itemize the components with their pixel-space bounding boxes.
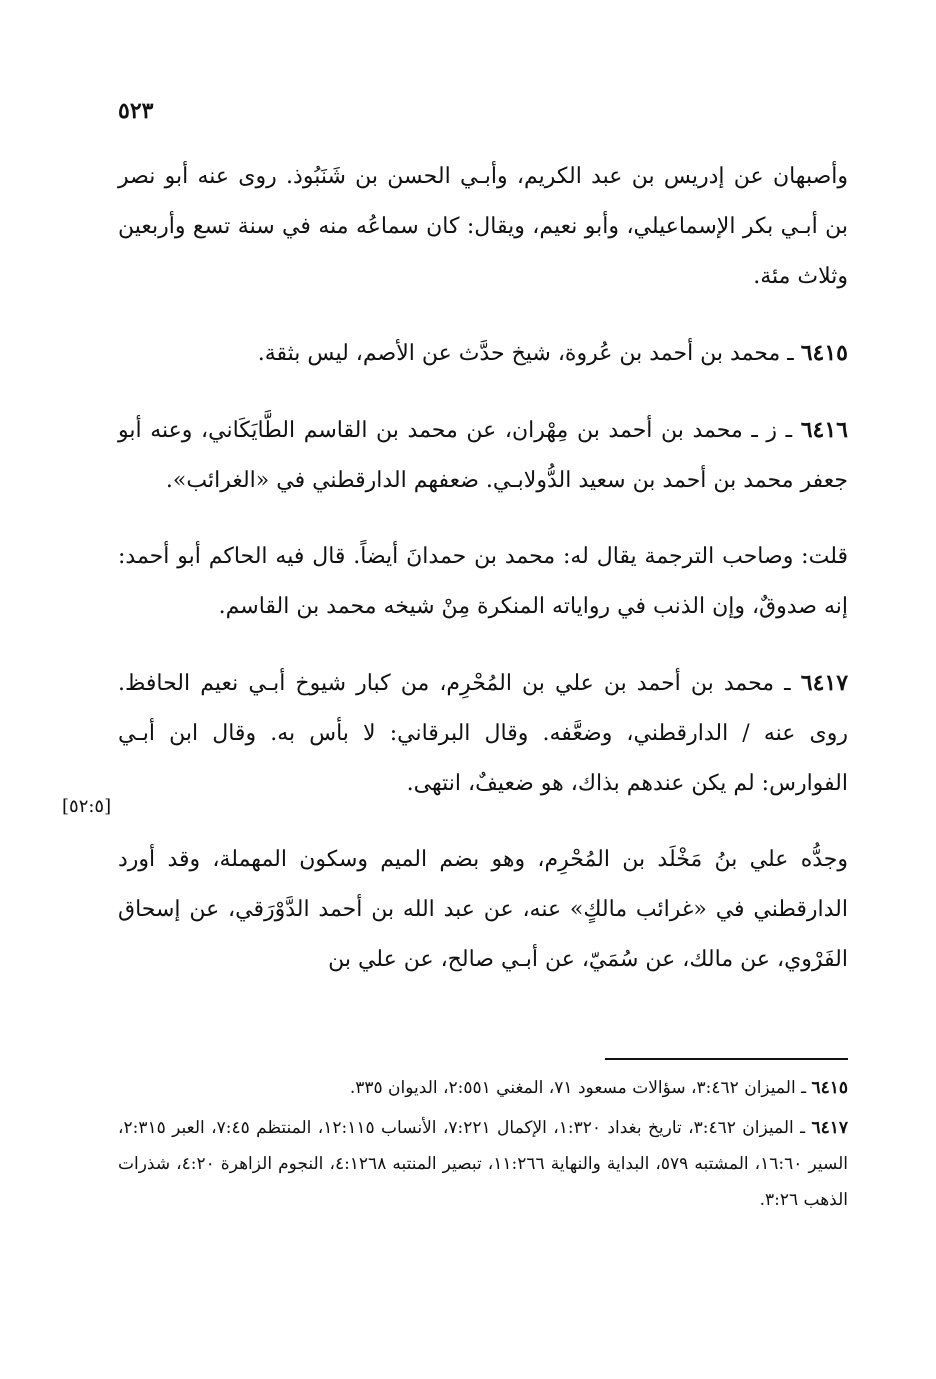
footnote-divider [605,1058,848,1060]
footnotes [118,1070,848,1222]
paragraph-note [118,532,848,632]
paragraph-text: وأصبهان عن إدريس بن عبد الكريم، وأبـي الحسن بن شَنَبُوذ. روى عنه أبو نصر بن أبـي بكر الإسماعيلي، وأبو نعيم، ويقال: كان سماعُه منه في سنة تسع وأربعين وثلاث مئة. [118,164,848,289]
entry-number: ٦٤١٥ [800,340,848,366]
main-text [118,152,848,1011]
margin-reference: [٥٢:٥] [62,796,112,817]
entry-6417 [118,658,848,809]
entry-text: ـ محمد بن أحمد بن عُروة، شيخ حدَّث عن الأصم، ليس بثقة. [257,341,794,366]
paragraph-continuation [118,152,848,302]
footnote-text: ـ الميزان ٣:٤٦٢، سؤالات مسعود ٧١، المغني ٢:٥٥١، الديوان ٣٣٥. [349,1078,807,1098]
footnote-number: ٦٤١٥ [811,1078,848,1098]
footnote-number: ٦٤١٧ [811,1118,849,1138]
entry-6416 [118,405,848,506]
paragraph-text: قلت: وصاحب الترجمة يقال له: محمد بن حمدانَ أيضاً. قال فيه الحاكم أبو أحمد: إنه صدوقٌ، وإن الذنب في رواياته المنكرة مِنْ شيخه محمد بن القاسم. [118,544,848,619]
entry-number: ٦٤١٦ [800,417,848,443]
paragraph-text: وجدُّه علي بنُ مَخْلَد بن المُحْرِم، وهو بضم الميم وسكون المهملة، وقد أورد الدارقطني في «غرائب مالكٍ» عنه، عن عبد الله بن أحمد الدَّوْرَقي، عن إسحاق الفَرْوي، عن مالك، عن سُمَيّ، عن أبـي صالح، عن علي بن [118,847,848,972]
entry-text: ـ محمد بن أحمد بن علي بن المُحْرِم، من كبار شيوخ أبـي نعيم الحافظ. روى عنه / الدارقطني، وضعَّفه. وقال البرقاني: لا بأس به. وقال ابن أبـي الفوارس: لم يكن عندهم بذاك، هو ضعيفٌ، انتهى. [118,671,848,796]
entry-text: ـ ز ـ محمد بن أحمد بن مِهْران، عن محمد بن القاسم الطَّايَكَاني، وعنه أبو جعفر محمد بن أحمد بن سعيد الدُّولابـي. ضعفهم الدارقطني في «الغرائب». [118,418,848,493]
paragraph-grandfather [118,835,848,985]
page-number: ٥٢٣ [118,98,154,124]
footnote-6415 [118,1070,848,1106]
footnote-text: ـ الميزان ٣:٤٦٢، تاريخ بغداد ١:٣٢٠، الإكمال ٧:٢٢١، الأنساب ١٢:١١٥، المنتظم ٧:٤٥، العبر ٢:٣١٥، السير ١٦:٦٠، المشتبه ٥٧٩، البداية والنهاية ١١:٢٦٦، تبصير المنتبه ٤:١٢٦٨، النجوم الزاهرة ٤:٢٠، شذرات الذهب ٣:٢٦. [118,1118,849,1210]
entry-number: ٦٤١٧ [800,670,849,696]
entry-6415 [118,328,848,379]
footnote-6417 [118,1110,848,1218]
